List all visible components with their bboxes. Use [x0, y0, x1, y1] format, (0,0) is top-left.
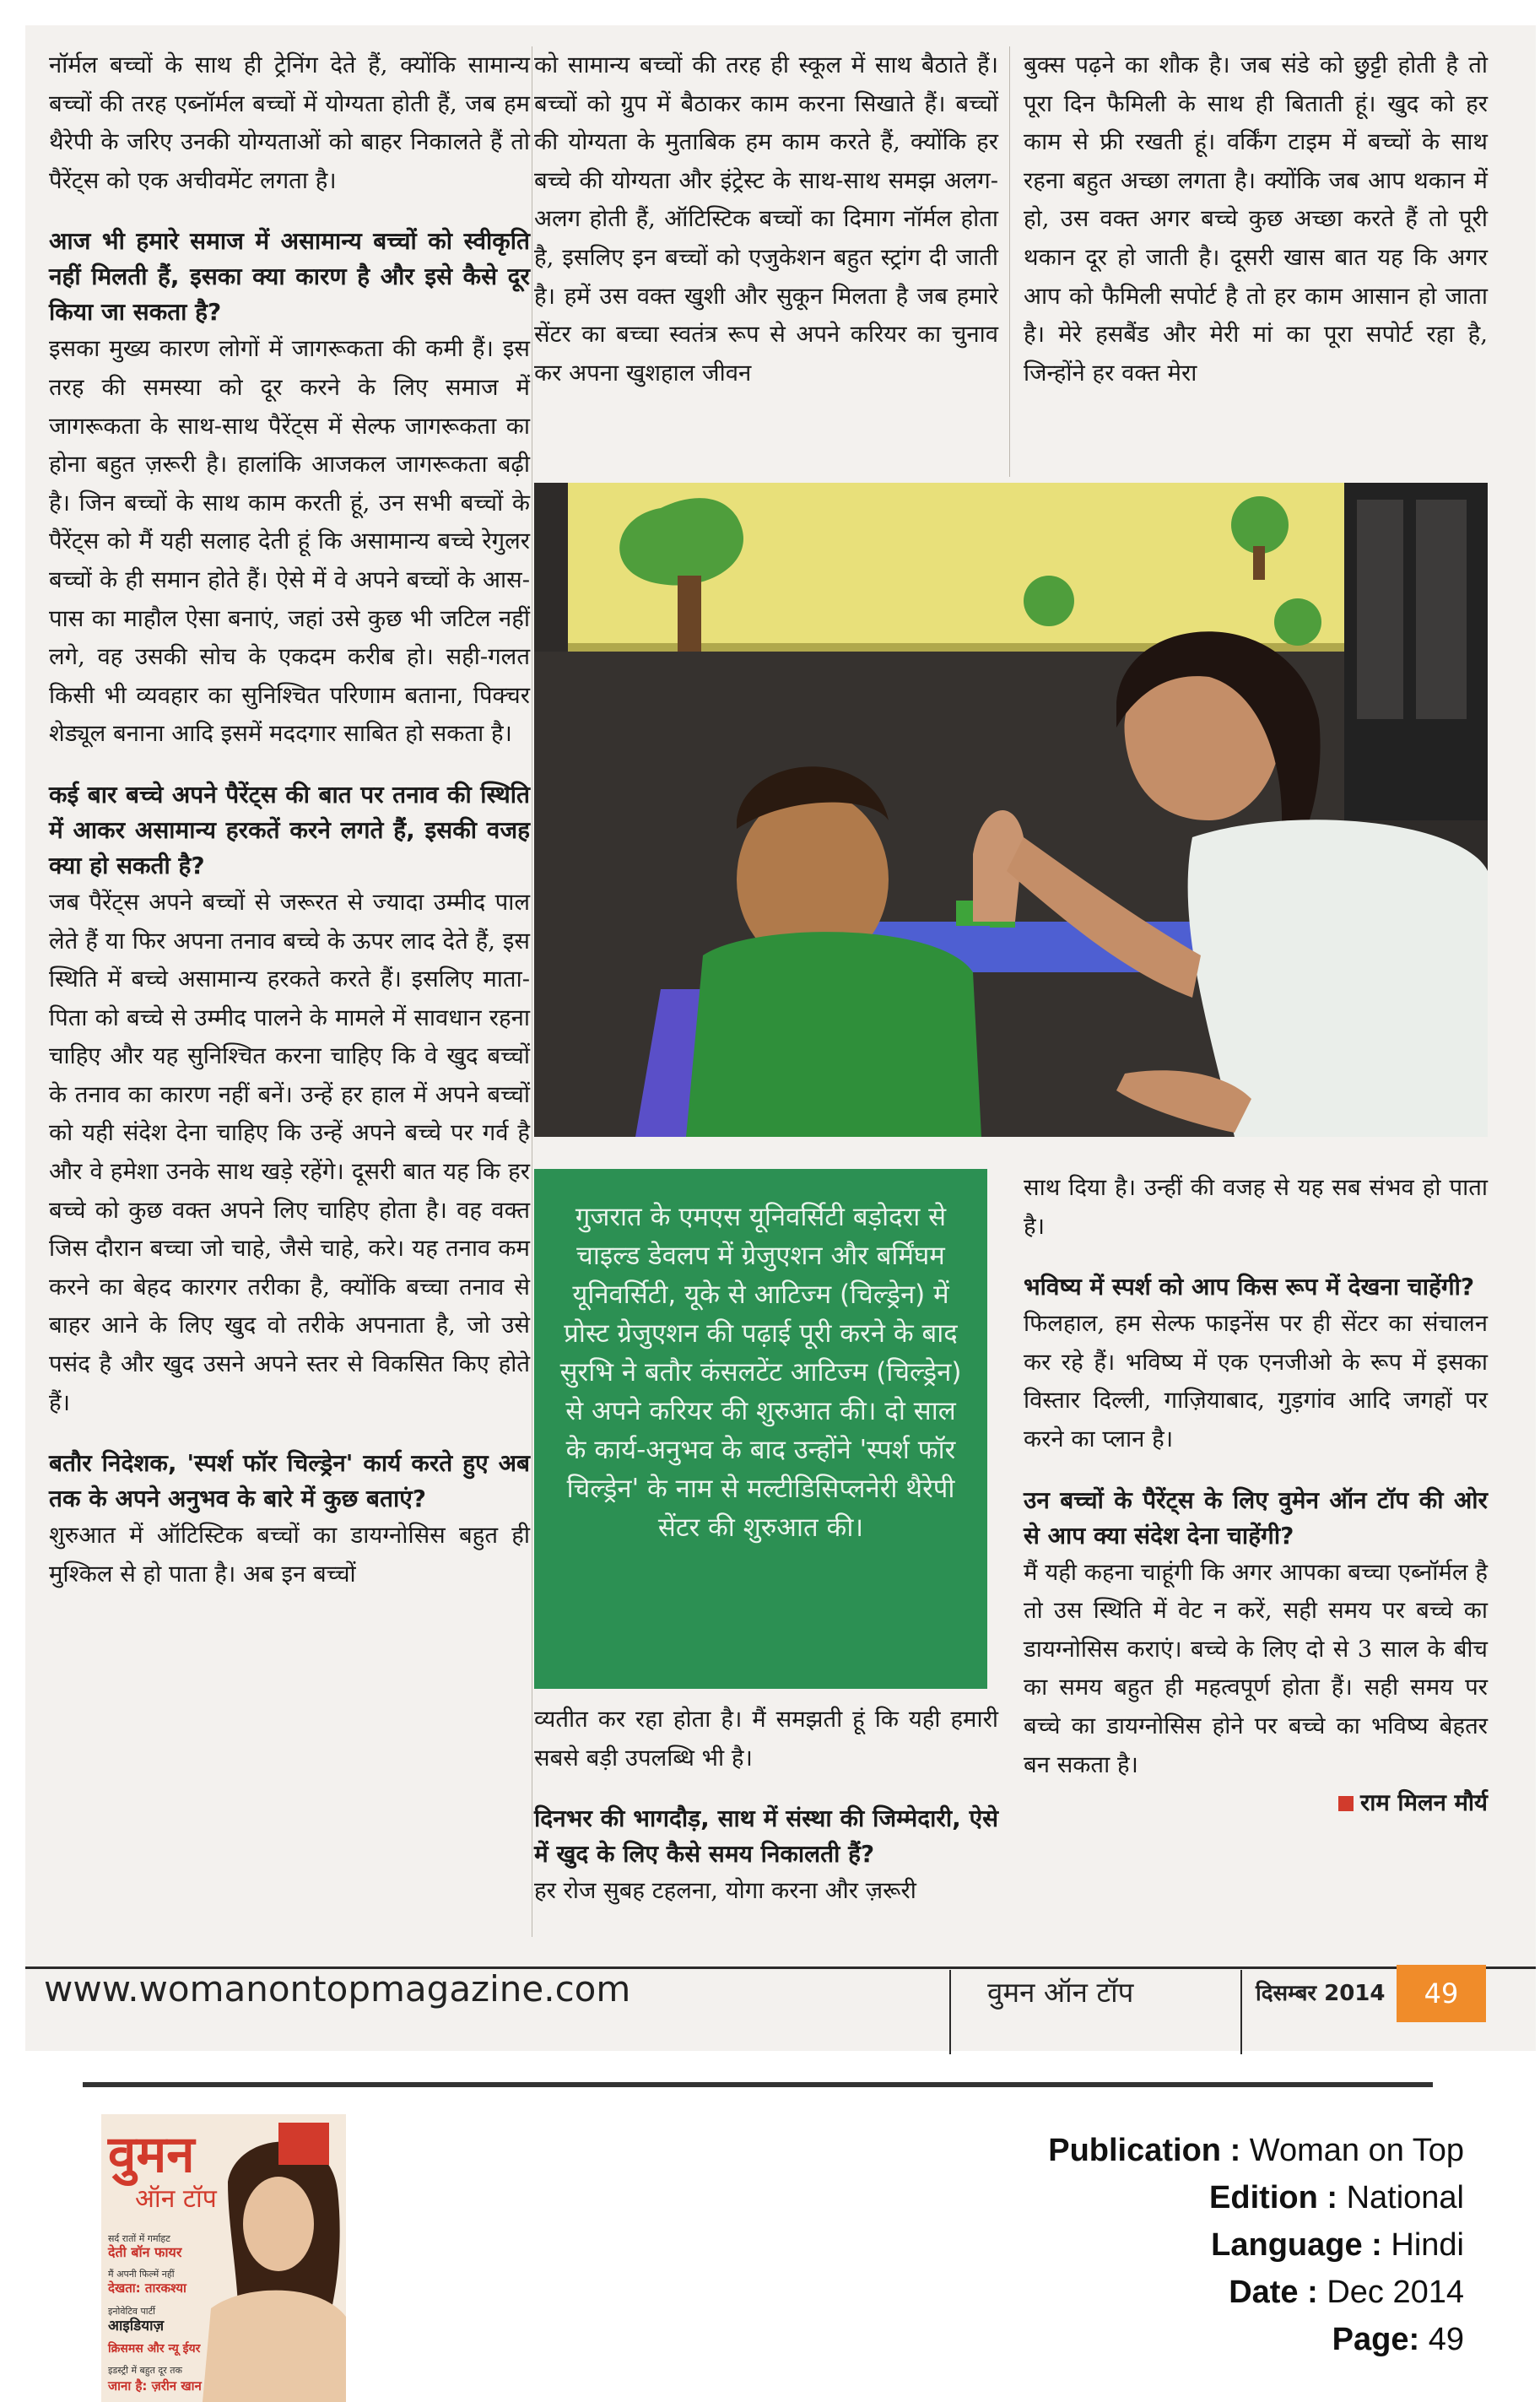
- footer-divider: [949, 1970, 951, 2054]
- answer-paragraph: फिलहाल, हम सेल्फ फाइनेंस पर ही सेंटर का संचालन कर रहे हैं। भविष्य में एक एनजीओ के रूप में इसका विस्तार दिल्ली, गाज़ियाबाद, गुड़गांव आदि जगहों पर करने का प्लान है।: [1024, 1310, 1488, 1453]
- meta-publication: Publication : Woman on Top: [1048, 2133, 1464, 2168]
- article-column-3: [1024, 46, 1488, 392]
- cover-masthead-sub: ऑन टॉप: [135, 2184, 217, 2214]
- meta-language: Language : Hindi: [1211, 2227, 1464, 2263]
- footer-date: दिसम्बर 2014: [1256, 1981, 1386, 2006]
- article-column-1: [49, 46, 530, 1593]
- question-heading: कई बार बच्चे अपने पैरेंट्स की बात पर तनाव की स्थिति में आकर असामान्य हरकतें करने लगते हैं, इसकी वजह क्या हो सकती है?: [49, 780, 530, 879]
- callout-text: गुजरात के एमएस यूनिवर्सिटी बड़ोदरा से चाइल्ड डेवलप में ग्रेजुएशन और बर्मिंघम यूनिवर्सिटी, यूके से आटिज्म (चिल्ड्रेन) में प्रोस्ट ग्रेजुएशन की पढ़ाई पूरी करने के बाद सुरभि ने बतौर कंसलटेंट आटिज्म (चिल्ड्रेन) से अपने करियर की शुरुआत की। दो साल के कार्य-अनुभव के बाद उन्होंने 'स्पर्श फॉर चिल्ड्रेन' के नाम से मल्टीडिसिप्लनेरी थैरेपी सेंटर की शुरुआत की।: [559, 1202, 962, 1543]
- cover-headline: देती बॉन फायर: [108, 2244, 182, 2260]
- footer-divider: [1240, 1970, 1242, 2054]
- cover-line: इनोवेटिव पार्टी: [108, 2306, 155, 2317]
- bullet-square-icon: [1338, 1796, 1354, 1811]
- cover-headline: क्रिसमस और न्यू ईयर: [108, 2342, 201, 2356]
- article-column-2-continued: [534, 1701, 998, 1911]
- cover-line: इडस्ट्री में बहुत दूर तक: [108, 2365, 182, 2376]
- paragraph: साथ दिया है। उन्हीं की वजह से यह सब संभव हो पाता है।: [1024, 1174, 1488, 1240]
- paragraph: नॉर्मल बच्चों के साथ ही ट्रेनिंग देते हैं, क्योंकि सामान्य बच्चों की तरह एब्नॉर्मल बच्चों में योग्यता होती हैं, जब हम थैरेपी के जरिए उनकी योग्यताओं को बाहर निकालते हैं तो पैरेंट्स को एक अचीवमेंट लगता है।: [49, 51, 530, 194]
- question-heading: दिनभर की भागदौड़, साथ में संस्था की जिम्मेदारी, ऐसे में खुद के लिए कैसे समय निकालती हैं?: [534, 1804, 998, 1869]
- therapist-child-photo: [534, 483, 1488, 1137]
- footer-page-number: 49: [1397, 1965, 1486, 2022]
- author-name: राम मिलन मौर्य: [1360, 1789, 1488, 1817]
- question-heading: आज भी हमारे समाज में असामान्य बच्चों को स्वीकृति नहीं मिलती हैं, इसका क्या कारण है और इसे कैसे दूर किया जा सकता है?: [49, 227, 530, 327]
- answer-paragraph: इसका मुख्य कारण लोगों में जागरूकता की कमी हैं। इस तरह की समस्या को दूर करने के लिए समाज में जागरूकता के साथ-साथ पैरेंट्स में सेल्फ जागरूकता का होना बहुत ज़रूरी है। हालांकि आजकल जागरूकता बढ़ी है। जिन बच्चों के साथ काम करती हूं, उन सभी बच्चों के पैरेंट्स को मैं यही सलाह देती हूं कि असामान्य बच्चे रेगुलर बच्चों के ही समान होते हैं। ऐसे में वे अपने बच्चों के आस-पास का माहौल ऐसा बनाएं, जहां उसे कुछ भी जटिल नहीं लगे, वह उसकी सोच के एकदम करीब हो। सही-गलत किसी भी व्यवहार का सुनिश्चित परिणाम बताना, पिक्चर शेड्यूल बनाना आदि इसमें मददगार साबित हो सकता है।: [49, 335, 530, 748]
- paragraph: बुक्स पढ़ने का शौक है। जब संडे को छुट्टी होती है तो पूरा दिन फैमिली के साथ ही बिताती हूं। खुद को हर काम से फ्री रखती हूं। वर्किंग टाइम में बच्चों के साथ रहना बहुत अच्छा लगता है। क्योंकि जब आप थकान में हो, उस वक्त अगर बच्चे कुछ अच्छा करते हैं तो पूरी थकान दूर हो जाती है। दूसरी खास बात यह कि अगर आप को फैमिली सपोर्ट है तो हर काम आसान हो जाता है। मेरे हसबैंड और मेरी मां का पूरा सपोर्ट रहा है, जिन्होंने हर वक्त मेरा: [1024, 51, 1488, 387]
- cover-masthead: वुमन: [108, 2125, 195, 2184]
- answer-paragraph: जब पैरेंट्स अपने बच्चों से जरूरत से ज्यादा उम्मीद पाल लेते हैं या फिर अपना तनाव बच्चे के ऊपर लाद देते हैं, इस स्थिति में बच्चे असामान्य हरकते करते हैं। इसलिए माता-पिता को बच्चे से उम्मीद पालने के मामले में सावधान रहना चाहिए और यह सुनिश्चित करना चाहिए कि वे खुद बच्चों के तनाव का कारण नहीं बनें। उन्हें हर हाल में अपने बच्चों को यही संदेश देना चाहिए कि उन्हें अपने बच्चे पर गर्व है और वे हमेशा उनके साथ खड़े रहेंगे। दूसरी बात यह कि हर बच्चे को कुछ वक्त अपने लिए चाहिए होता है। वह वक्त जिस दौरान बच्चा जो चाहे, जैसे चाहे, करे। यह तनाव कम करने का बेहद कारगर तरीका है, क्योंकि बच्चा तनाव से बाहर आने के लिए खुद वो तरीके अपनाता है, जो उसे पसंद है और खुद उसने अपने स्तर से विकसित किए होते हैं।: [49, 888, 530, 1416]
- paragraph: को सामान्य बच्चों की तरह ही स्कूल में साथ बैठाते हैं। बच्चों को ग्रुप में बैठाकर काम करना सिखाते हैं। बच्चों की योग्यता के मुताबिक हम काम करते हैं, क्योंकि हर बच्चे की योग्यता और इंट्रेस्ट के साथ-साथ समझ अलग-अलग होती हैं, ऑटिस्टिक बच्चों का दिमाग नॉर्मल होता है, इसलिए इन बच्चों को एजुकेशन बहुत स्ट्रांग दी जाती है। हमें उस वक्त खुशी और सुकून मिलता है जब हमारे सेंटर का बच्चा स्वतंत्र रूप से अपने करियर का चुनाव कर अपना खुशहाल जीवन: [534, 51, 998, 387]
- answer-paragraph: मैं यही कहना चाहूंगी कि अगर आपका बच्चा एब्नॉर्मल है तो उस स्थिति में वेट न करें, सही समय पर बच्चे का डायग्नोसिस कराएं। बच्चे के लिए दो से 3 साल के बीच का समय बहुत ही महत्वपूर्ण होता हैं। सही समय पर बच्चे का डायग्नोसिस होने पर बच्चे का भविष्य बेहतर बन सकता है।: [1024, 1558, 1488, 1778]
- bio-callout-box: [534, 1169, 987, 1689]
- cover-headline: देखता: तारकश्या: [108, 2280, 186, 2296]
- question-heading: उन बच्चों के पैरेंट्स के लिए वुमेन ऑन टॉप की ओर से आप क्या संदेश देना चाहेंगी?: [1024, 1485, 1488, 1550]
- article-column-2: [534, 46, 998, 392]
- section-separator: [83, 2082, 1433, 2087]
- meta-date: Date : Dec 2014: [1229, 2275, 1464, 2310]
- column-divider: [1009, 46, 1010, 477]
- cover-headline: जाना है: ज़रीन खान: [108, 2378, 202, 2394]
- question-heading: बतौर निदेशक, 'स्पर्श फॉर चिल्ड्रेन' कार्य करते हुए अब तक के अपने अनुभव के बारे में कुछ बताएं?: [49, 1449, 530, 1513]
- article-column-3-continued: [1024, 1169, 1488, 1823]
- footer-url[interactable]: www.womanontopmagazine.com: [44, 1968, 631, 2010]
- magazine-cover-thumbnail: [101, 2114, 346, 2402]
- paragraph: व्यतीत कर रहा होता है। मैं समझती हूं कि यही हमारी सबसे बड़ी उपलब्धि भी है।: [534, 1706, 998, 1772]
- answer-paragraph: शुरुआत में ऑटिस्टिक बच्चों का डायग्नोसिस बहुत ही मुश्किल से हो पाता है। अब इन बच्चों: [49, 1522, 530, 1588]
- footer-publication: वुमन ऑन टॉप: [987, 1976, 1134, 2009]
- cover-line: सर्द रातों में गर्माहट: [108, 2233, 170, 2244]
- publication-metadata: [1048, 2127, 1464, 2363]
- cover-headline: आइडियाज़: [108, 2318, 165, 2334]
- cover-line: मैं अपनी फिल्में नहीं: [108, 2269, 175, 2280]
- author-byline: [1024, 1784, 1488, 1823]
- article-photo: [534, 483, 1488, 1137]
- meta-page: Page: 49: [1332, 2322, 1464, 2357]
- meta-edition: Edition : National: [1209, 2180, 1464, 2215]
- question-heading: भविष्य में स्पर्श को आप किस रूप में देखना चाहेंगी?: [1024, 1273, 1475, 1301]
- answer-paragraph: हर रोज सुबह टहलना, योगा करना और ज़रूरी: [534, 1877, 916, 1905]
